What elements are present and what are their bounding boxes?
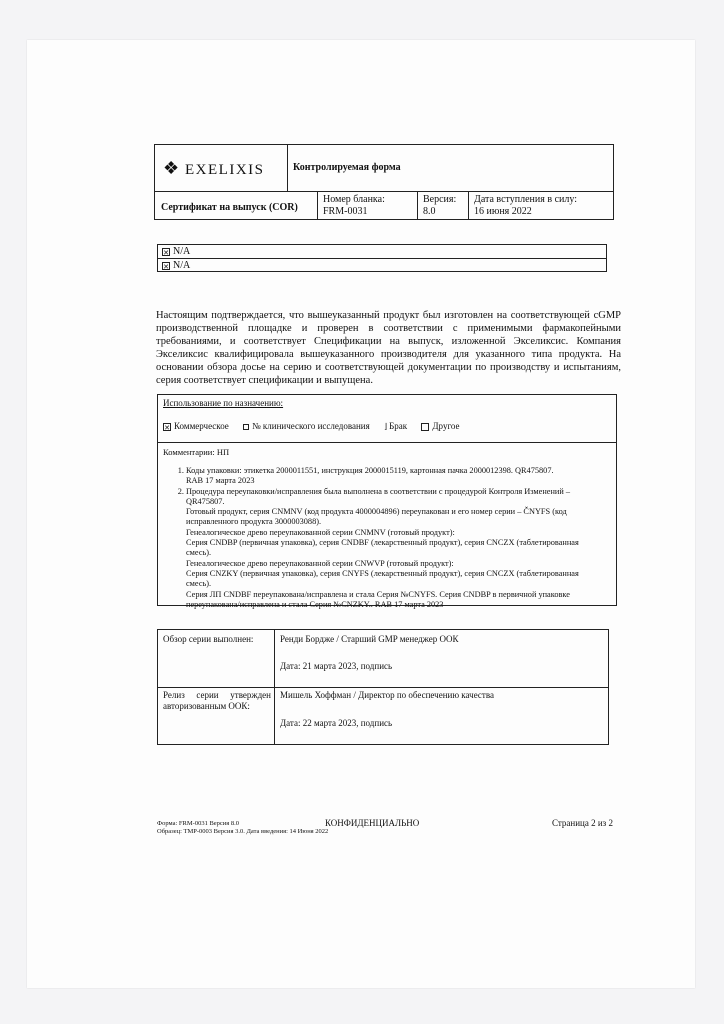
logo-cell — [155, 145, 288, 191]
version-label: Версия: — [423, 194, 457, 205]
usage-title: Использование по назначению: — [163, 398, 284, 408]
comments-list — [158, 466, 588, 610]
form-number: FRM-0031 — [323, 206, 368, 217]
signoff-table — [157, 629, 609, 745]
review-date: Дата: 21 марта 2023, подпись — [280, 661, 393, 671]
page-number: Страница 2 из 2 — [552, 818, 613, 828]
comments-label: Комментарии: НП — [163, 447, 230, 457]
checked-box-icon: ✕ — [164, 423, 170, 432]
checkbox-icon — [243, 424, 249, 430]
footer-template-line: Образец: TMP-0003 Версия 3.0. Дата введения: 14 Июня 2022 — [157, 828, 329, 835]
header-table — [154, 144, 614, 220]
effective-date-label: Дата вступления в силу: — [474, 194, 578, 205]
checkbox-icon: ⌋ — [384, 422, 388, 431]
na-row: ✕ N/A — [163, 260, 191, 271]
checkbox-icon — [421, 423, 429, 431]
certification-statement: Настоящим подтверждается, что вышеуказанный продукт был изготовлен на соответствующей cGMP производственной площадке и проверен в соответствии с применимыми фармакопейными требованиями, и соответствует Спецификации на выпуск, изложенной Экселиксис. Компания Экселиксис квалифицировала вышеуказанного производителя для указанного типа продукта. На основании обзора досье на серию и соответствующей документации по производству и испытаниям, серия соответствует спецификации и выпущена. — [156, 310, 621, 386]
logo-mark-icon: ❖ — [163, 158, 180, 178]
releaser-name: Мишель Хоффман / Директор по обеспечению качества — [280, 690, 494, 700]
usage-options: ✕ Коммерческое № клинического исследования ⌋ Брак Другое — [164, 421, 460, 432]
reviewer-name: Ренди Бордже / Старший GMP менеджер ООК — [280, 634, 459, 644]
footer-form-line: Форма: FRM-0031 Версия 8.0 — [157, 820, 240, 827]
comment-item: 2. Процедура переупаковки/исправления была выполнена в соответствии с процедурой Контроля Изменений – QR475807. Готовый продукт, серия CNMNV (код продукта 4000004896) переупакован и его номер серии – ČNYFS (код исправленного продукта 3000003088). Генеалогическое древо переупакованной серии CNMNV (готовый продукт): Серия CNDBP (первичная упаковка), серия CNDBF (лекарственный продукт), серия CNCZX (таблетированная смесь). Генеалогическое древо переупакованной серии CNWVP (готовый продукт): Серия CNZKY (первичная упаковка), серия CNYFS (лекарственный продукт), серия CNCZX (таблетированная смесь). Серия ЛП CNDBF переупакована/исправлена и стала Серия №CNYFS. Серия CNDBP в первичной упаковке переупакована/исправлена и стала Серия №CNZKY.. RAB 17 марта 2023 — [186, 487, 588, 611]
version-value: 8.0 — [423, 206, 436, 217]
usage-box — [157, 394, 617, 609]
na-row: ✕ N/A — [163, 246, 191, 257]
confidential-mark: КОНФИДЕНЦИАЛЬНО — [325, 818, 420, 828]
review-label: Обзор серии выполнен: — [163, 634, 254, 644]
na-table — [157, 244, 607, 272]
checked-box-icon: ✕ — [163, 248, 169, 257]
checked-box-icon: ✕ — [163, 262, 169, 271]
certificate-title: Сертификат на выпуск (COR) — [161, 202, 298, 213]
effective-date: 16 июня 2022 — [474, 206, 532, 217]
release-label: Релиз серии утвержден авторизованным ООК: — [163, 690, 271, 711]
company-logo: EXELIXIS — [185, 162, 265, 178]
form-number-label: Номер бланка: — [323, 194, 385, 205]
release-date: Дата: 22 марта 2023, подпись — [280, 718, 393, 728]
form-type: Контролируемая форма — [293, 162, 401, 173]
comment-item: 1. Коды упаковки: этикетка 2000011551, инструкция 2000015119, картонная пачка 2000012398. QR475807. RAB 17 марта 2023 — [186, 466, 588, 487]
